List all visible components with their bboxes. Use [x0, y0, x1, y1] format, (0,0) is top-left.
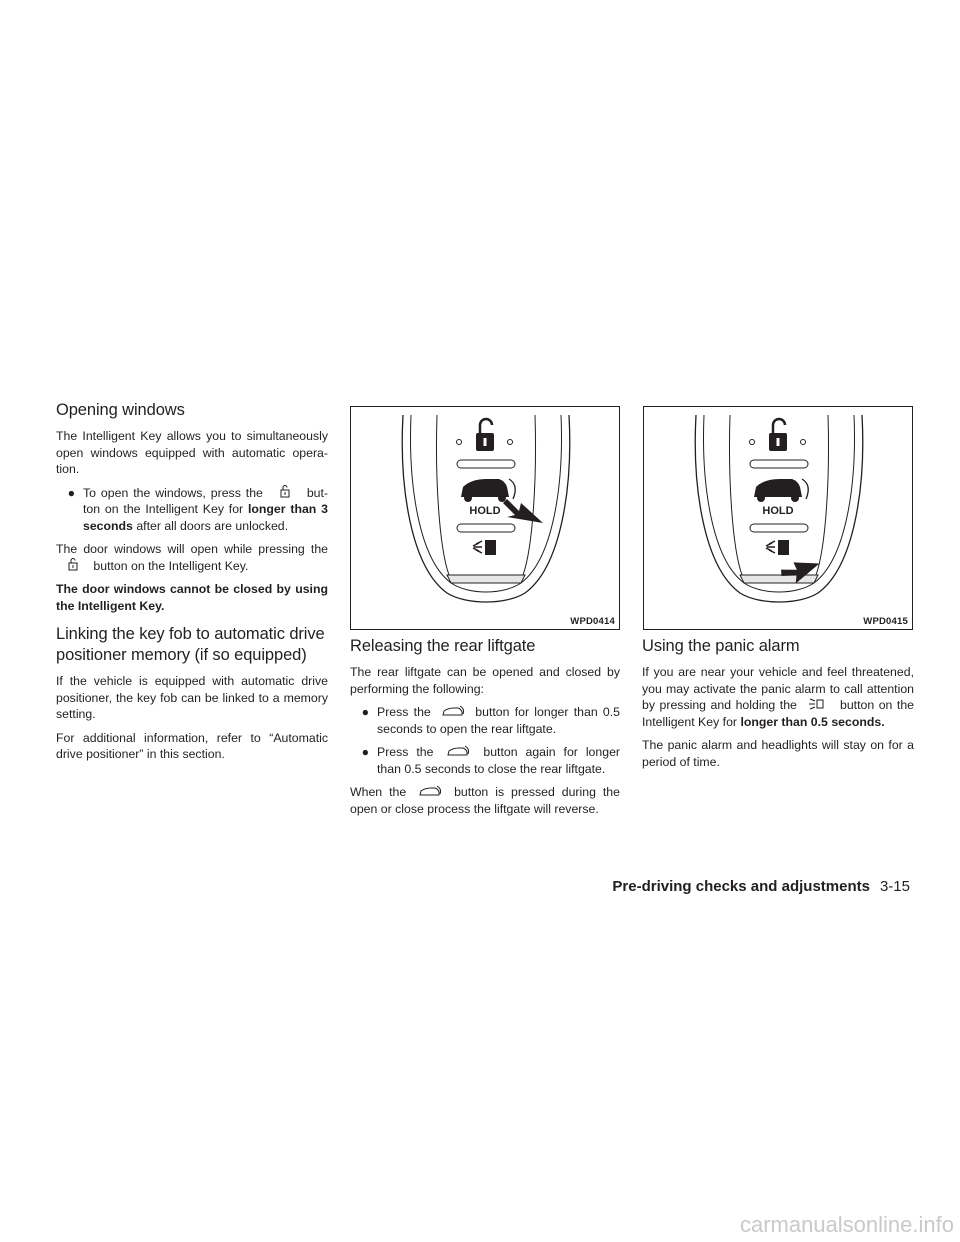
- liftgate-icon: [417, 784, 443, 797]
- unlock-icon: [750, 419, 806, 451]
- paragraph-panic-duration: The panic alarm and headlights will stay on for a period of time.: [642, 738, 914, 769]
- liftgate-icon: [440, 704, 466, 717]
- liftgate-icon: [445, 744, 471, 757]
- bullet-close-liftgate: ● Press the button again for longer than 0.5 seconds to close the rear liftgate.: [350, 744, 620, 777]
- paragraph-liftgate-reverse: When the button is pressed during the open or close process the liftgate will reverse.: [350, 785, 620, 816]
- bullet-open-liftgate: ● Press the button for longer than 0.5 seconds to open the rear liftgate.: [350, 704, 620, 737]
- panic-icon: [766, 540, 789, 555]
- paragraph-liftgate-intro: The rear liftgate can be opened and closed by performing the following:: [350, 665, 620, 696]
- figure-code: WPD0415: [863, 616, 908, 627]
- heading-linking-key-fob: Linking the key fob to automatic drive positioner memory (if so equipped): [56, 625, 325, 664]
- liftgate-icon: [461, 479, 515, 502]
- page-footer: [612, 878, 910, 895]
- paragraph-intro: The Intelligent Key allows you to simultaneously open windows equipped with automatic opera-tion.: [56, 429, 328, 476]
- figure-panic-button: [643, 406, 913, 630]
- heading-panic-alarm: Using the panic alarm: [642, 637, 800, 655]
- page-number: 3-15: [879, 878, 910, 895]
- unlock-icon: [272, 485, 298, 498]
- key-fob-illustration: [644, 407, 912, 629]
- bullet-dot: ●: [67, 485, 75, 500]
- hold-label: HOLD: [762, 505, 794, 517]
- figure-code: WPD0414: [570, 616, 615, 627]
- heading-opening-windows: Opening windows: [56, 401, 185, 419]
- paragraph-linking: If the vehicle is equipped with automatic drive positioner, the key fob can be linked to a memory setting.: [56, 674, 328, 721]
- panic-icon: [473, 540, 496, 555]
- paragraph-reference: For additional information, refer to “Automatic drive positioner” in this section.: [56, 730, 328, 761]
- paragraph-panic-intro: If you are near your vehicle and feel threatened, you may activate the panic alarm to call attention by pressing and holding the button on the Intelligent Key for longer than 0.5 seconds.: [642, 665, 915, 729]
- panic-icon: [805, 697, 831, 710]
- paragraph-door-windows: The door windows will open while pressing the button on the Intelligent Key.: [56, 542, 328, 573]
- key-fob-illustration: [351, 407, 619, 629]
- watermark: carmanualsonline.info: [739, 1212, 954, 1237]
- heading-rear-liftgate: Releasing the rear liftgate: [350, 637, 536, 655]
- bullet-open-windows: ● To open the windows, press the but-ton on the Intelligent Key for longer than 3 seconds after all doors are unlocked.: [56, 485, 328, 535]
- paragraph-warning: The door windows cannot be closed by using the Intelligent Key.: [56, 582, 328, 613]
- unlock-icon: [60, 558, 86, 571]
- column-opening-windows: [56, 400, 328, 770]
- unlock-icon: [457, 419, 513, 451]
- column-panic-alarm: [642, 636, 914, 777]
- liftgate-icon: [754, 479, 808, 502]
- bullet-dot: ●: [361, 745, 369, 759]
- footer-section-title: Pre-driving checks and adjustments: [612, 878, 870, 895]
- figure-liftgate-button: [350, 406, 620, 630]
- arrow-icon: [503, 499, 543, 523]
- bullet-dot: ●: [361, 705, 369, 719]
- column-rear-liftgate: [350, 636, 620, 824]
- hold-label: HOLD: [469, 505, 501, 517]
